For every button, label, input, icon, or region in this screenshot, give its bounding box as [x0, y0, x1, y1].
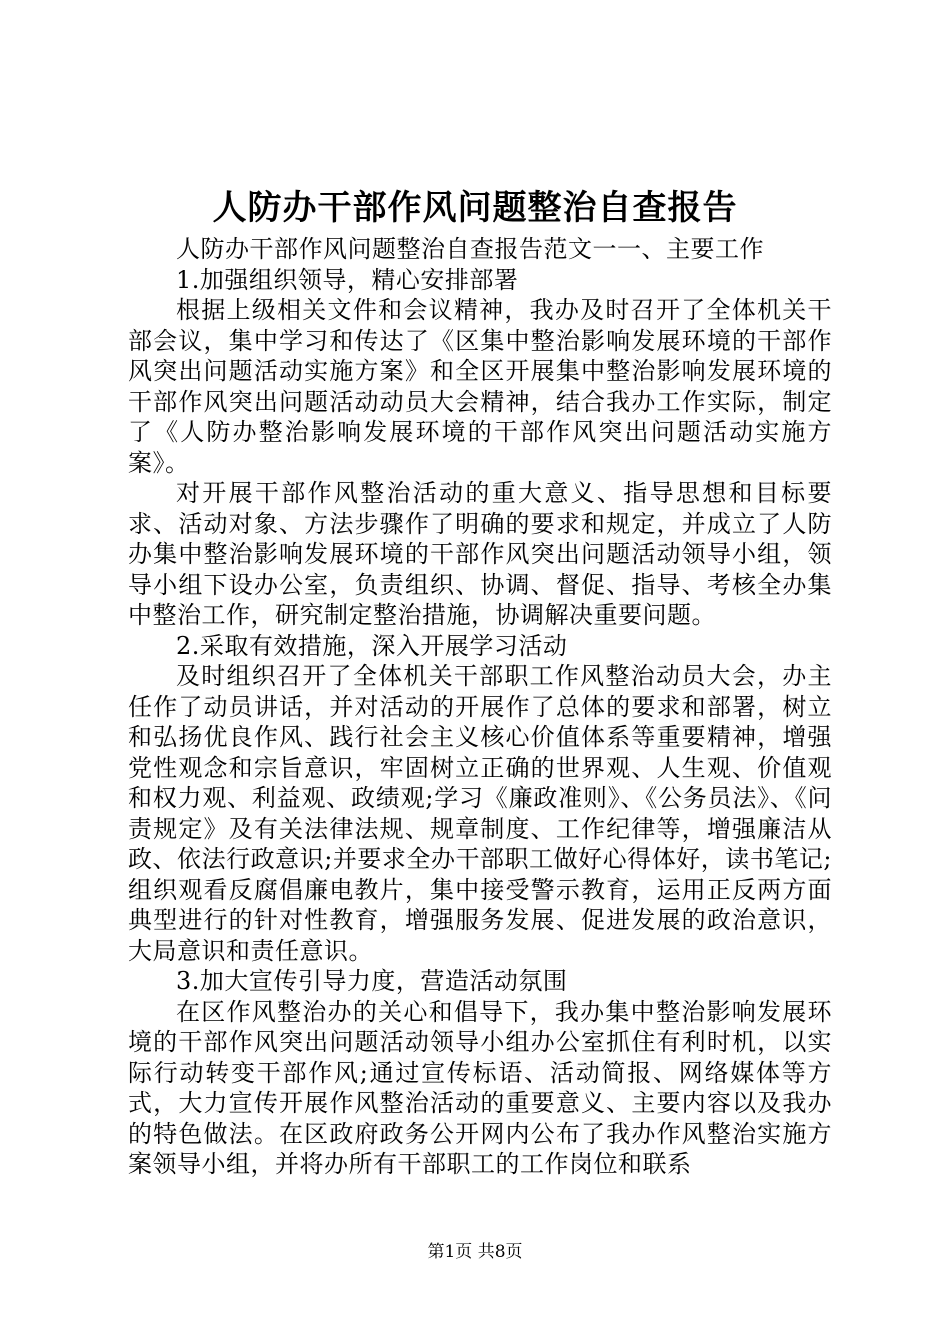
paragraph: 对开展干部作风整治活动的重大意义、指导思想和目标要求、活动对象、方法步骤作了明确的要求和规定，并成立了人防办集中整治影响发展环境的干部作风突出问题活动领导小组，领导小组下设办公室，负责组织、协调、督促、指导、考核全办集中整治工作，研究制定整治措施，协调解决重要问题。: [128, 479, 832, 629]
section-heading-3: 3.加大宣传引导力度，营造活动氛围: [176, 967, 568, 995]
section-heading-1: 1.加强组织领导，精心安排部署: [176, 265, 519, 294]
paragraph-intro: 人防办干部作风问题整治自查报告范文一一、主要工作: [176, 235, 764, 263]
document-body: [128, 234, 832, 1180]
section-heading-2: 2.采取有效措施，深入开展学习活动: [176, 631, 568, 660]
document-title: 人防办干部作风问题整治自查报告: [212, 188, 738, 228]
paragraph: 在区作风整治办的关心和倡导下，我办集中整治影响发展环境的干部作风突出问题活动领导小组办公室抓住有利时机，以实际行动转变干部作风;通过宣传标语、活动简报、网络媒体等方式，大力宣传开展作风整治活动的重要意义、主要内容以及我办的特色做法。在区政府政务公开网内公布了我办作风整治实施方案领导小组，并将办所有干部职工的工作岗位和联系: [128, 997, 832, 1178]
paragraph: 根据上级相关文件和会议精神，我办及时召开了全体机关干部会议，集中学习和传达了《区集中整治影响发展环境的干部作风突出问题活动实施方案》和全区开展集中整治影响发展环境的干部作风突出问题活动动员大会精神，结合我办工作实际，制定了《人防办整治影响发展环境的干部作风突出问题活动实施方案》。: [128, 296, 832, 477]
paragraph: 及时组织召开了全体机关干部职工作风整治动员大会，办主任作了动员讲话，并对活动的开展作了总体的要求和部署，树立和弘扬优良作风、践行社会主义核心价值体系等重要精神，增强党性观念和宗旨意识，牢固树立正确的世界观、人生观、价值观和权力观、利益观、政绩观;学习《廉政准则》、《公务员法》、《问责规定》及有关法律法规、规章制度、工作纪律等，增强廉洁从政、依法行政意识;并要求全办干部职工做好心得体好，读书笔记;组织观看反腐倡廉电教片，集中接受警示教育，运用正反两方面典型进行的针对性教育，增强服务发展、促进发展的政治意识，大局意识和责任意识。: [128, 662, 832, 965]
page-number-footer: 第1页 共8页: [427, 1242, 523, 1262]
